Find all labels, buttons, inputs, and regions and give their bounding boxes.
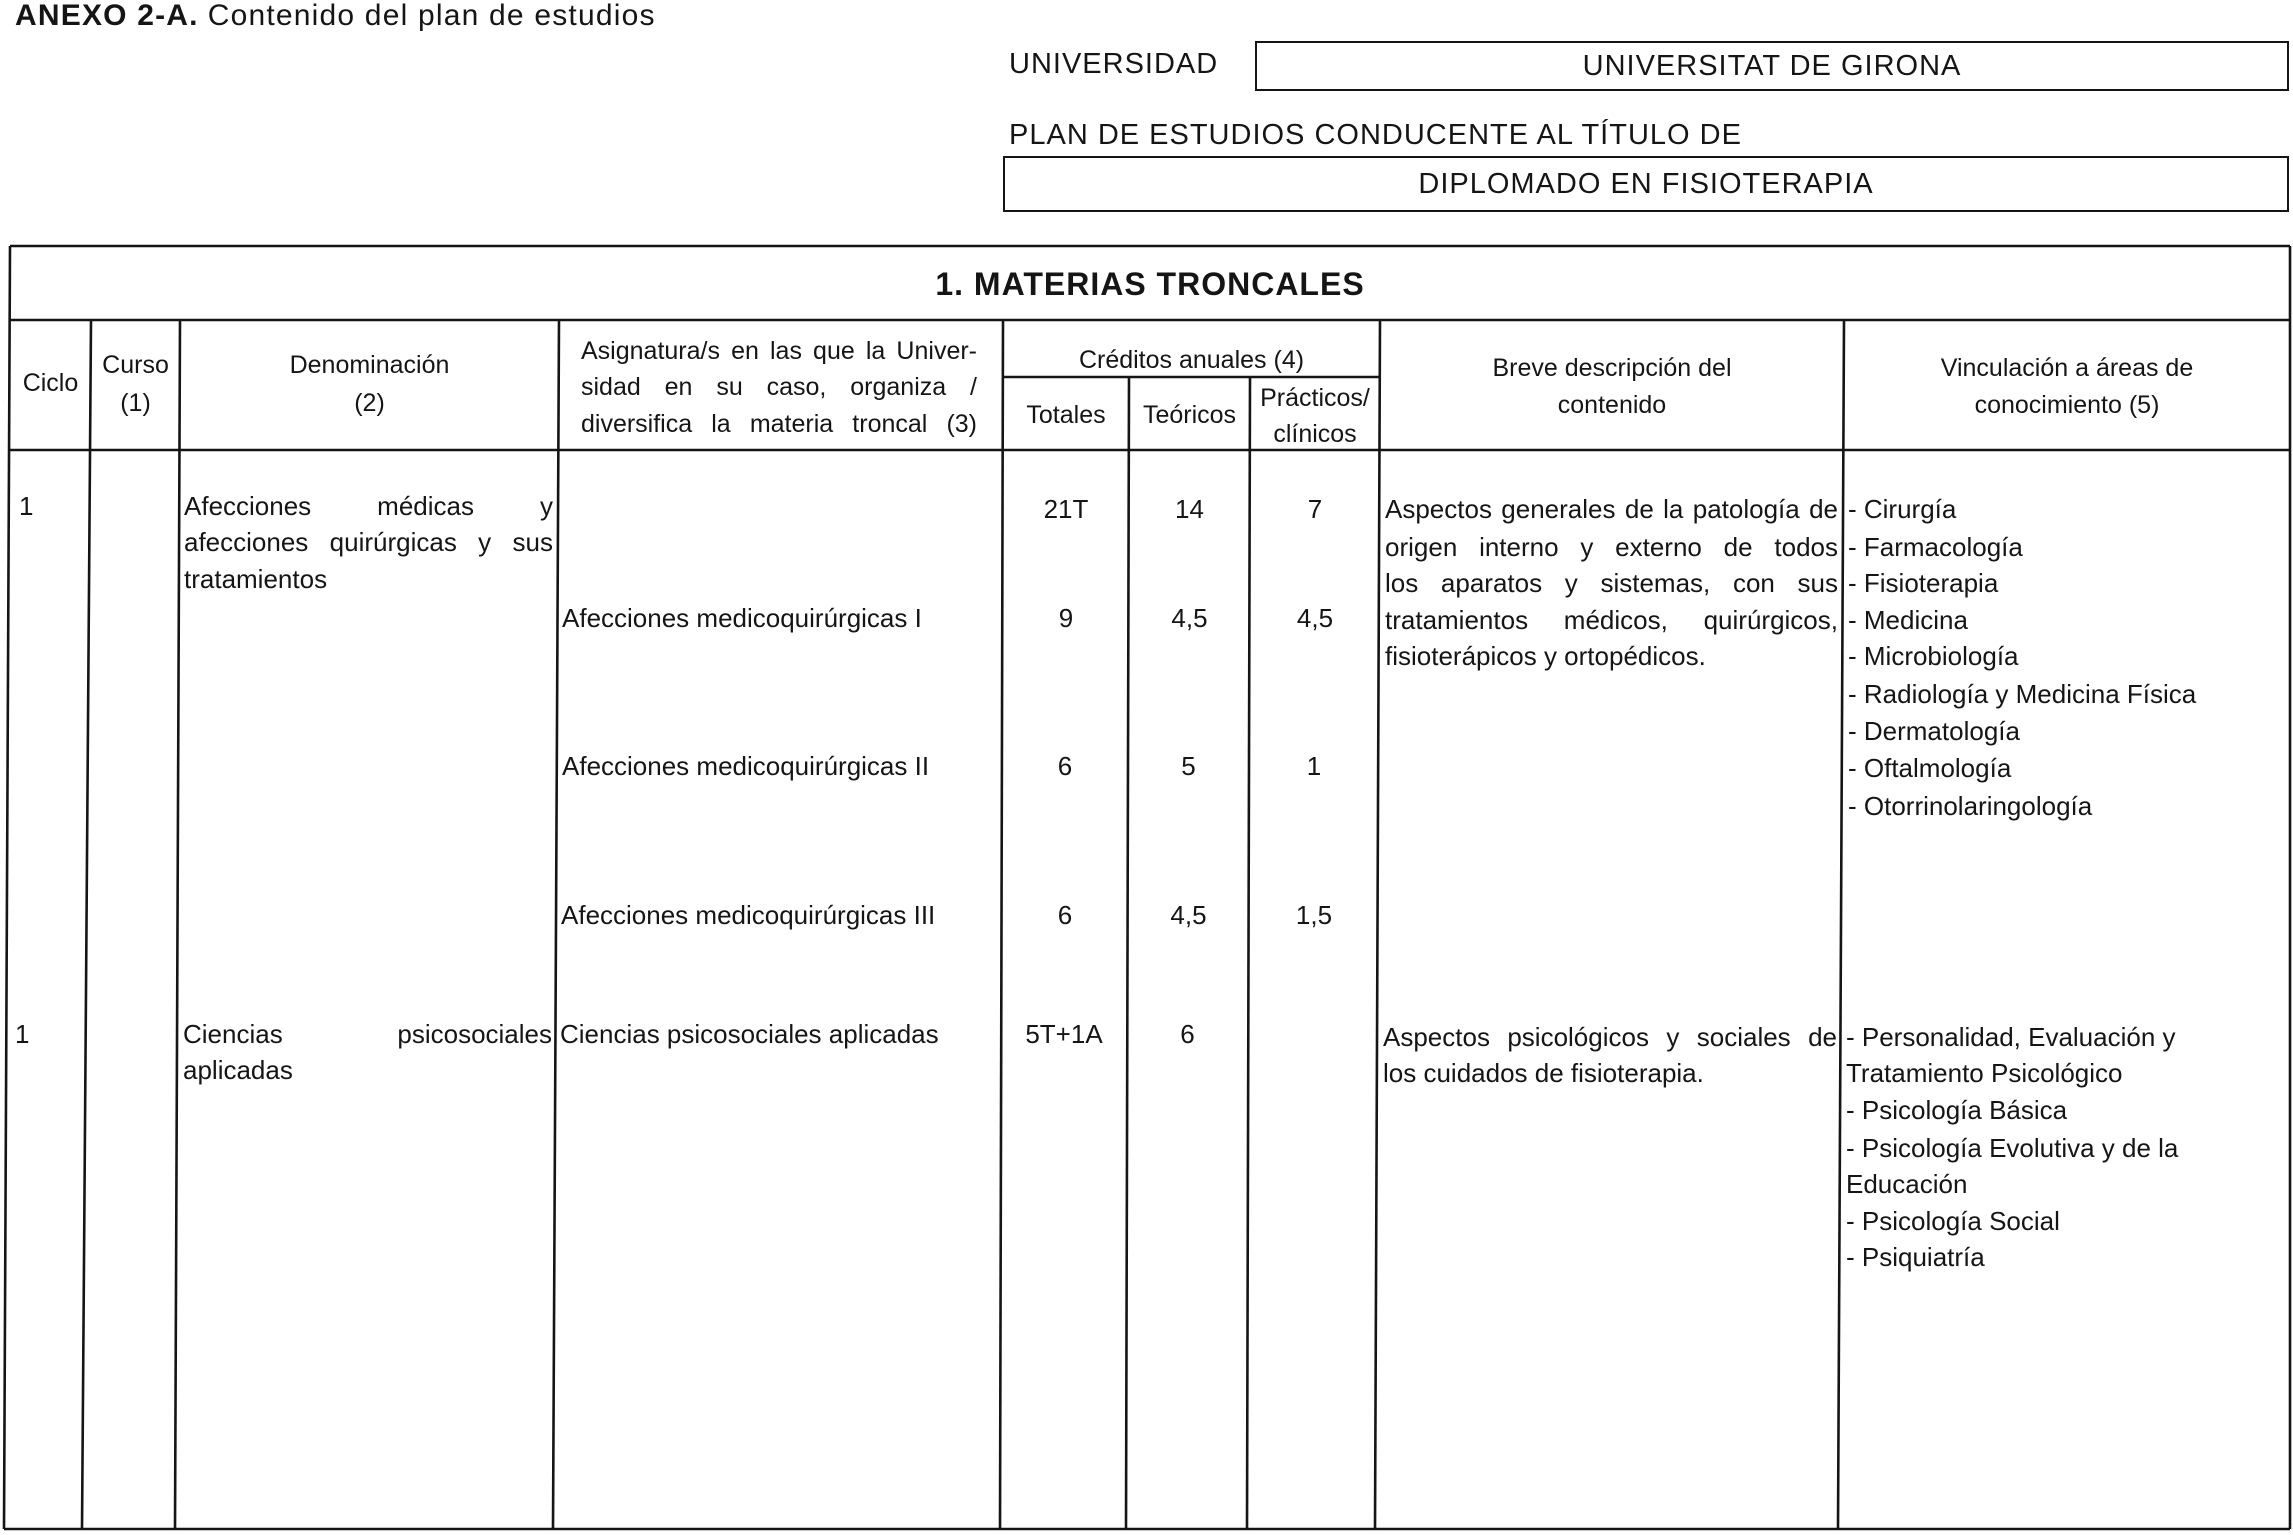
column-header-descripcion-line: contenido: [1557, 391, 1667, 419]
vinculacion-item: - Personalidad, Evaluación y: [1846, 1022, 2176, 1052]
column-header-vinculacion: Vinculación a áreas de: [1940, 354, 2194, 382]
vinculacion-item: - Oftalmología: [1848, 753, 2012, 783]
row-descripcion-line: Aspectos psicológicos y sociales de: [1383, 1022, 1837, 1052]
asignatura-teoricos: 4,5: [1170, 900, 1207, 930]
row-denominacion-line: tratamientos: [184, 564, 328, 594]
asignatura-name: Afecciones medicoquirúrgicas III: [561, 900, 936, 930]
row-descripcion-line: los aparatos y sistemas, con sus: [1385, 568, 1838, 598]
row-teoricos: 6: [1180, 1019, 1195, 1049]
row-denominacion-line: aplicadas: [183, 1055, 293, 1085]
column-divider-denominacion-asignaturas: [553, 320, 559, 1529]
asignatura-teoricos: 5: [1181, 751, 1196, 781]
section-title: 1. MATERIAS TRONCALES: [935, 266, 1365, 302]
university-label: UNIVERSIDAD: [1009, 48, 1219, 80]
row-ciclo: 1: [19, 491, 34, 521]
annex-heading: [15, 0, 656, 32]
annex-label: ANEXO 2-A.: [15, 0, 199, 32]
column-divider-curso-denominacion: [175, 320, 180, 1529]
degree-value-box: [1003, 156, 2289, 212]
row-denominacion-line: afecciones quirúrgicas y sus: [184, 527, 553, 557]
row-descripcion-line: Aspectos generales de la patología de: [1385, 494, 1838, 524]
asignatura-name: Ciencias psicosociales aplicadas: [560, 1019, 939, 1049]
column-header-descripcion: Breve descripción del: [1492, 354, 1732, 382]
column-header-practicos: Prácticos/: [1260, 384, 1370, 412]
vinculacion-item: - Fisioterapia: [1848, 568, 1999, 598]
vinculacion-item: - Farmacología: [1848, 532, 2023, 562]
row-teoricos: 14: [1175, 494, 1204, 524]
vinculacion-item-continuation: Tratamiento Psicológico: [1846, 1058, 2123, 1088]
vinculacion-item: - Cirurgía: [1848, 494, 1957, 524]
vinculacion-item: - Dermatología: [1848, 716, 2020, 746]
asignatura-name: Afecciones medicoquirúrgicas I: [562, 603, 922, 633]
asignatura-practicos: 4,5: [1296, 603, 1334, 633]
column-header-teoricos: Teóricos: [1142, 401, 1237, 429]
table-border-left: [4, 246, 10, 1529]
row-descripcion-line: fisioterápicos y ortopédicos.: [1385, 641, 1706, 671]
vinculacion-item: - Otorrinolaringología: [1848, 791, 2093, 821]
column-header-ciclo: Ciclo: [22, 369, 79, 397]
asignatura-practicos: 1: [1306, 751, 1322, 781]
row-descripcion-line: origen interno y externo de todos: [1385, 532, 1838, 562]
asignatura-teoricos: 4,5: [1171, 603, 1208, 633]
row-totales: 21T: [1043, 494, 1089, 524]
vinculacion-item: - Microbiología: [1848, 641, 2019, 671]
column-header-asignaturas-line: Asignatura/s en las que la Univer-: [581, 337, 977, 365]
asignatura-practicos: 1,5: [1295, 900, 1333, 930]
vinculacion-item: - Psicología Básica: [1846, 1095, 2068, 1125]
plan-label: PLAN DE ESTUDIOS CONDUCENTE AL TÍTULO DE: [1009, 119, 1742, 151]
vinculacion-item-continuation: Educación: [1846, 1169, 1968, 1199]
column-header-curso: Curso: [102, 351, 169, 379]
column-header-asignaturas-line: sidad en su caso, organiza /: [581, 373, 977, 401]
asignatura-totales: 9: [1058, 603, 1074, 633]
column-header-curso-note: (1): [120, 389, 151, 417]
row-denominacion-line: Afecciones médicas y: [184, 491, 553, 521]
column-header-asignaturas-line: diversifica la materia troncal (3): [581, 410, 977, 438]
vinculacion-item: - Psicología Evolutiva y de la: [1846, 1133, 2179, 1163]
column-divider-totales-teoricos: [1126, 377, 1129, 1529]
vinculacion-item: - Radiología y Medicina Física: [1848, 679, 2197, 709]
university-value-box: [1255, 41, 2289, 91]
column-divider-descripcion-vinculacion: [1838, 320, 1844, 1529]
degree-value: DIPLOMADO EN FISIOTERAPIA: [1418, 167, 1874, 200]
column-header-denominacion: Denominación: [289, 351, 450, 379]
annex-title: Contenido del plan de estudios: [207, 0, 656, 32]
asignatura-totales: 6: [1057, 900, 1073, 930]
column-header-vinculacion-line: conocimiento (5): [1974, 391, 2160, 419]
asignatura-totales: 6: [1057, 751, 1073, 781]
vinculacion-item: - Psicología Social: [1846, 1206, 2060, 1236]
asignatura-name: Afecciones medicoquirúrgicas II: [562, 751, 930, 781]
row-ciclo: 1: [15, 1019, 30, 1049]
row-descripcion-line: tratamientos médicos, quirúrgicos,: [1385, 605, 1838, 635]
column-header-denominacion-note: (2): [354, 389, 385, 417]
vinculacion-item: - Psiquiatría: [1846, 1242, 1985, 1272]
row-descripcion-line: los cuidados de fisioterapia.: [1383, 1058, 1704, 1088]
row-practicos: 7: [1307, 494, 1323, 524]
column-divider-teoricos-practicos: [1247, 377, 1250, 1529]
column-header-practicos-line: clínicos: [1273, 420, 1357, 448]
vinculacion-item: - Medicina: [1848, 605, 1968, 635]
university-value: UNIVERSITAT DE GIRONA: [1582, 49, 1962, 82]
column-header-creditos: Créditos anuales (4): [1078, 346, 1305, 374]
column-header-totales: Totales: [1026, 401, 1106, 429]
column-divider-ciclo-curso: [82, 320, 91, 1529]
row-denominacion-line: Ciencias psicosociales: [183, 1019, 552, 1049]
row-totales: 5T+1A: [1025, 1019, 1103, 1049]
